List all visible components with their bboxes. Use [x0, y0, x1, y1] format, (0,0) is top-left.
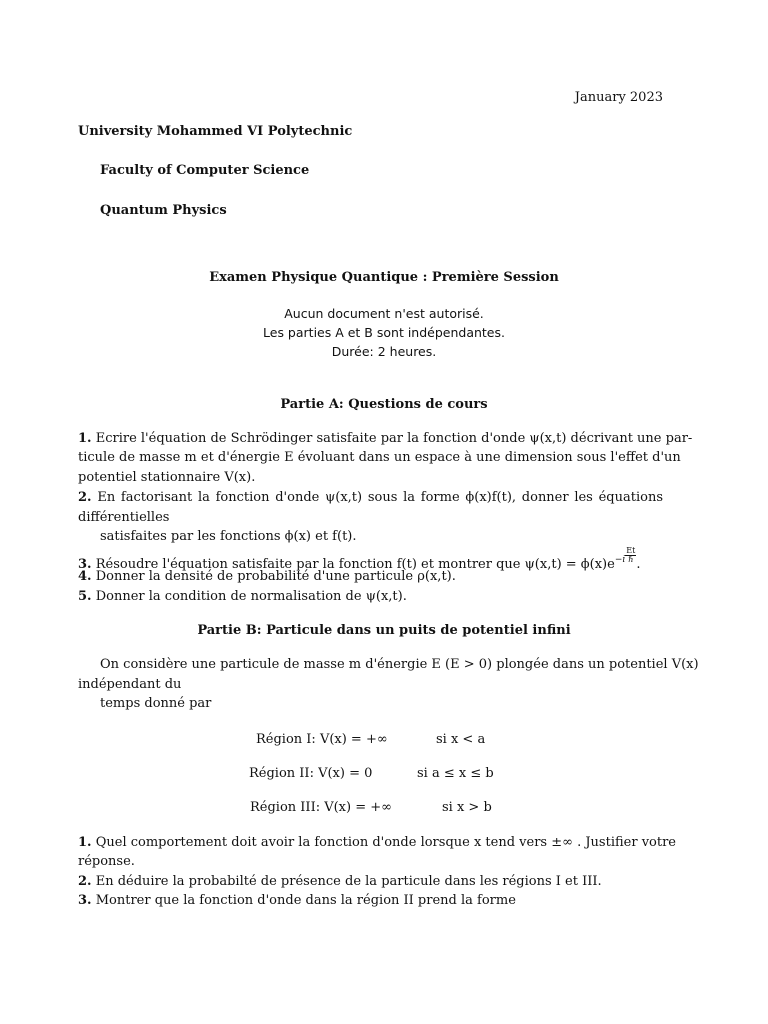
- exponent-denominator: ℏ: [628, 555, 634, 564]
- exponent-numerator: Et: [626, 546, 636, 555]
- partA-q1-text: Ecrire l'équation de Schrödinger satisfaite par la fonction d'onde ψ(x,t) décrivant une par-: [95, 431, 693, 446]
- exponent-prefix: −i: [614, 555, 626, 565]
- question-number: 4.: [78, 569, 92, 584]
- question-number: 5.: [78, 589, 92, 604]
- question-number: 2.: [78, 490, 92, 505]
- exam-title: Examen Physique Quantique : Première Session: [209, 270, 559, 285]
- partA-q3-text: Résoudre l'équation satisfaite par la fonction f(t) et montrer que ψ(x,t) = ϕ(x)e: [95, 557, 615, 572]
- region-1-potential: Région I: V(x) = +∞: [256, 732, 388, 747]
- partB-title: Partie B: Particule dans un puits de potentiel infini: [197, 623, 571, 638]
- partB-q2-text: En déduire la probabilté de présence de la particule dans les régions I et III.: [95, 874, 602, 889]
- partB-q2: [78, 874, 663, 889]
- partA-q2-line1: [78, 490, 663, 505]
- partB-q1-text: Quel comportement doit avoir la fonction d'onde lorsque x tend vers ±∞ . Justifier votre: [95, 835, 676, 850]
- region-3-potential: Région III: V(x) = +∞: [250, 800, 392, 815]
- partA-q2-line2: différentielles: [78, 510, 170, 525]
- partA-q2-text: En factorisant la fonction d'onde ψ(x,t) sous la forme ϕ(x)f(t), donner les équations: [97, 490, 663, 505]
- university-name: University Mohammed VI Polytechnic: [78, 124, 353, 139]
- region-3-condition: si x > b: [442, 800, 492, 815]
- question-number: 3.: [78, 893, 92, 908]
- partB-q1-line1: [78, 835, 676, 850]
- partA-q4-text: Donner la densité de probabilité d'une particule ρ(x,t).: [95, 569, 456, 584]
- partA-q1-line2: ticule de masse m et d'énergie E évoluant dans un espace à une dimension sous l'effet d'un: [78, 450, 681, 465]
- exam-note-documents: Aucun document n'est autorisé.: [284, 306, 484, 321]
- partA-q2-line3: satisfaites par les fonctions ϕ(x) et f(t).: [100, 529, 357, 544]
- exam-note-duration: Durée: 2 heures.: [331, 344, 437, 359]
- exam-date: January 2023: [574, 90, 663, 105]
- question-number: 1.: [78, 835, 92, 850]
- partB-q3-text: Montrer que la fonction d'onde dans la région II prend la forme: [95, 893, 516, 908]
- partA-q5-text: Donner la condition de normalisation de ψ(x,t).: [95, 589, 407, 604]
- partA-q5: [78, 589, 663, 604]
- partA-q4: [78, 569, 663, 584]
- course-name: Quantum Physics: [100, 203, 227, 218]
- region-2-potential: Région II: V(x) = 0: [249, 766, 373, 781]
- partB-q1-line2: réponse.: [78, 854, 135, 869]
- faculty-name: Faculty of Computer Science: [100, 163, 310, 178]
- question-number: 3.: [78, 557, 92, 572]
- partB-intro-line1: On considère une particule de masse m d'énergie E (E > 0) plongée dans un potentiel V(x): [100, 657, 699, 672]
- partA-q3-end: .: [636, 557, 641, 572]
- exponent-fraction: [625, 547, 636, 564]
- question-number: 1.: [78, 431, 92, 446]
- question-number: 2.: [78, 874, 92, 889]
- region-2-condition: si a ≤ x ≤ b: [417, 766, 494, 781]
- partB-intro-line3: temps donné par: [100, 696, 212, 711]
- partB-q3: [78, 893, 663, 908]
- partA-q1-line1: [78, 431, 693, 446]
- partB-intro-line2: indépendant du: [78, 677, 182, 692]
- exam-note-parts: Les parties A et B sont indépendantes.: [263, 325, 505, 340]
- partA-title: Partie A: Questions de cours: [280, 397, 488, 412]
- partA-q1-line3: potentiel stationnaire V(x).: [78, 470, 256, 485]
- region-1-condition: si x < a: [436, 732, 486, 747]
